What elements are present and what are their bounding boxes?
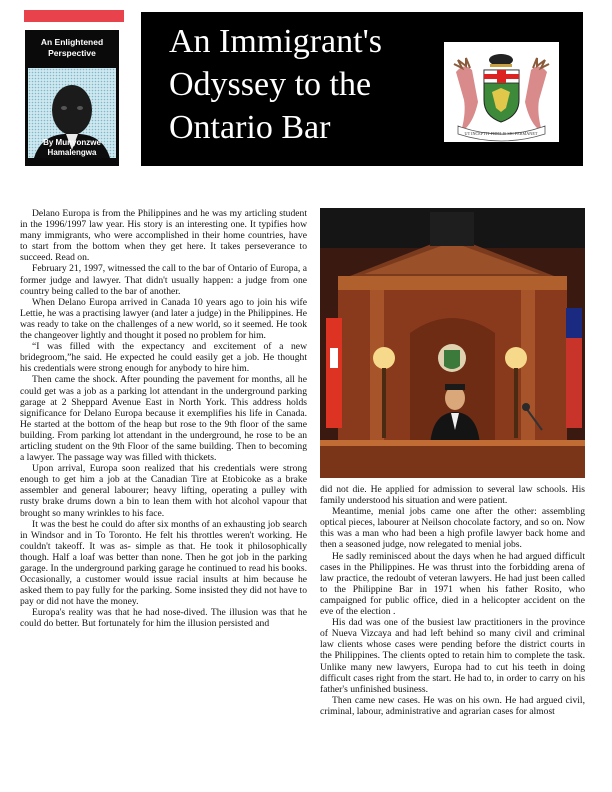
author-byline: By Munyonzwe Hamalengwa xyxy=(43,138,101,157)
paragraph: Then came the shock. After pounding the pavement for months, all he could get was a job as a parking lot attendant in the underground parking garage at 2 Sheppard Avenue East in North York. This address holds significance for Delano Europa because it exemplifies his life in Canada. He started at the bottom of the heap but rose to the 9th floor of the same building. From parking lot attendant in the underground, he rose to be an articling student on the 9th Floor of the same building. Then to becoming a lawyer. The passage way was filled with thickets. xyxy=(20,374,307,464)
author-box xyxy=(25,30,119,166)
paragraph: did not die. He applied for admission to several law schools. His family understood his situation and were patient. xyxy=(320,484,585,507)
paragraph: It was the best he could do after six months of an exhausting job search in Windsor and in To Toronto. He felt his throttles weren't working. He couldn't takeoff. It was as- simple as that. He took it philosophically though. Half a loaf was better than none. Then he got job in the parking garage. In the underground parking garage he continued to read his books. Occasionally, a customer would issue racial insults at him because he asked them to pay fully for the parking. Some insisted they did not have to pay or did not have the money. xyxy=(20,518,307,608)
column-tagline: An Enlightened Perspective xyxy=(40,37,104,58)
crest-motto: UT INCEPTIT FIDELIS SIC PERMANET xyxy=(464,131,538,136)
title-banner xyxy=(141,12,583,166)
paragraph: Meantime, menial jobs came one after the other: assembling optical pieces, labourer at Neilson chocolate factory, and so on. Now this was a man who had been a high profile lawyer back home and then a seasoned judge, now relegated to menial jobs. xyxy=(320,506,585,551)
article-title: An Immigrant's Odyssey to the Ontario Bar xyxy=(169,23,382,146)
paragraph: Then came new cases. He was on his own. He had argued civil, criminal, labour, administrative and agrarian cases for almost xyxy=(320,694,585,717)
paragraph: When Delano Europa arrived in Canada 10 years ago to join his wife Lettie, he was a practising lawyer (and later a judge) in the Philippines. He was ready to take on the challenges of a new world, so it seemed. He took the changeover lightly and thought it posed no problem for him. xyxy=(20,296,307,342)
paragraph: Europa's reality was that he had nose-dived. The illusion was that he could do better. But fortunately for him the illusion persisted and xyxy=(20,607,307,630)
paragraph: He sadly reminisced about the days when he had argued difficult cases in the Philippines. He was thrust into the forbidding arena of law practice, the redoubt of veteran lawyers. He had just been called to the Philippine Bar in 1971 when his father Rosito, who campaigned for public office, died in a helicopter accident on the eve of the election . xyxy=(320,550,585,618)
article-column-right xyxy=(320,484,585,717)
paragraph: His dad was one of the busiest law practitioners in the province of Nueva Vizcaya and had left behind so many civil and criminal law clients whose cases were pending before the district courts in the Philippines. The clients opted to retain him to complete the task. Unlike many new lawyers, Europa had to cut his teeth in doing difficult cases right from the start. He had to, in order to carry on his father's unfinished business. xyxy=(320,617,585,695)
paragraph: Upon arrival, Europa soon realized that his credentials were strong enough to get him a job at the Canadian Tire at Etobicoke as a brake assembler and general labourer; heavy lifting, operating a pulley with rusty brake drums down a bin to lean them with hot alcohol vapour that brought so many wrinkles to his face. xyxy=(20,463,307,519)
paragraph: February 21, 1997, witnessed the call to the bar of Ontario of Europa, a former judge and lawyer. That didn't usually happen: a judge from one country being called to the bar of another. xyxy=(20,263,307,297)
courtroom-photo xyxy=(320,208,585,478)
paragraph: Delano Europa is from the Philippines and he was my articling student in the 1996/1997 law year. His story is an interesting one. It typifies how many immigrants, who were accomplished in their home countries, have to start from the bottom when they get here. It takes perseverance to succeed. Read on. xyxy=(20,208,307,264)
article-column-left xyxy=(20,208,307,630)
paragraph: “I was filled with the expectancy and excitement of a new bridegroom,”he said. He expected he could easily get a job. He thought his credentials were strong enough for anybody to hire him. xyxy=(20,341,307,375)
accent-bar xyxy=(24,10,124,22)
ontario-coat-of-arms-icon xyxy=(444,42,559,142)
